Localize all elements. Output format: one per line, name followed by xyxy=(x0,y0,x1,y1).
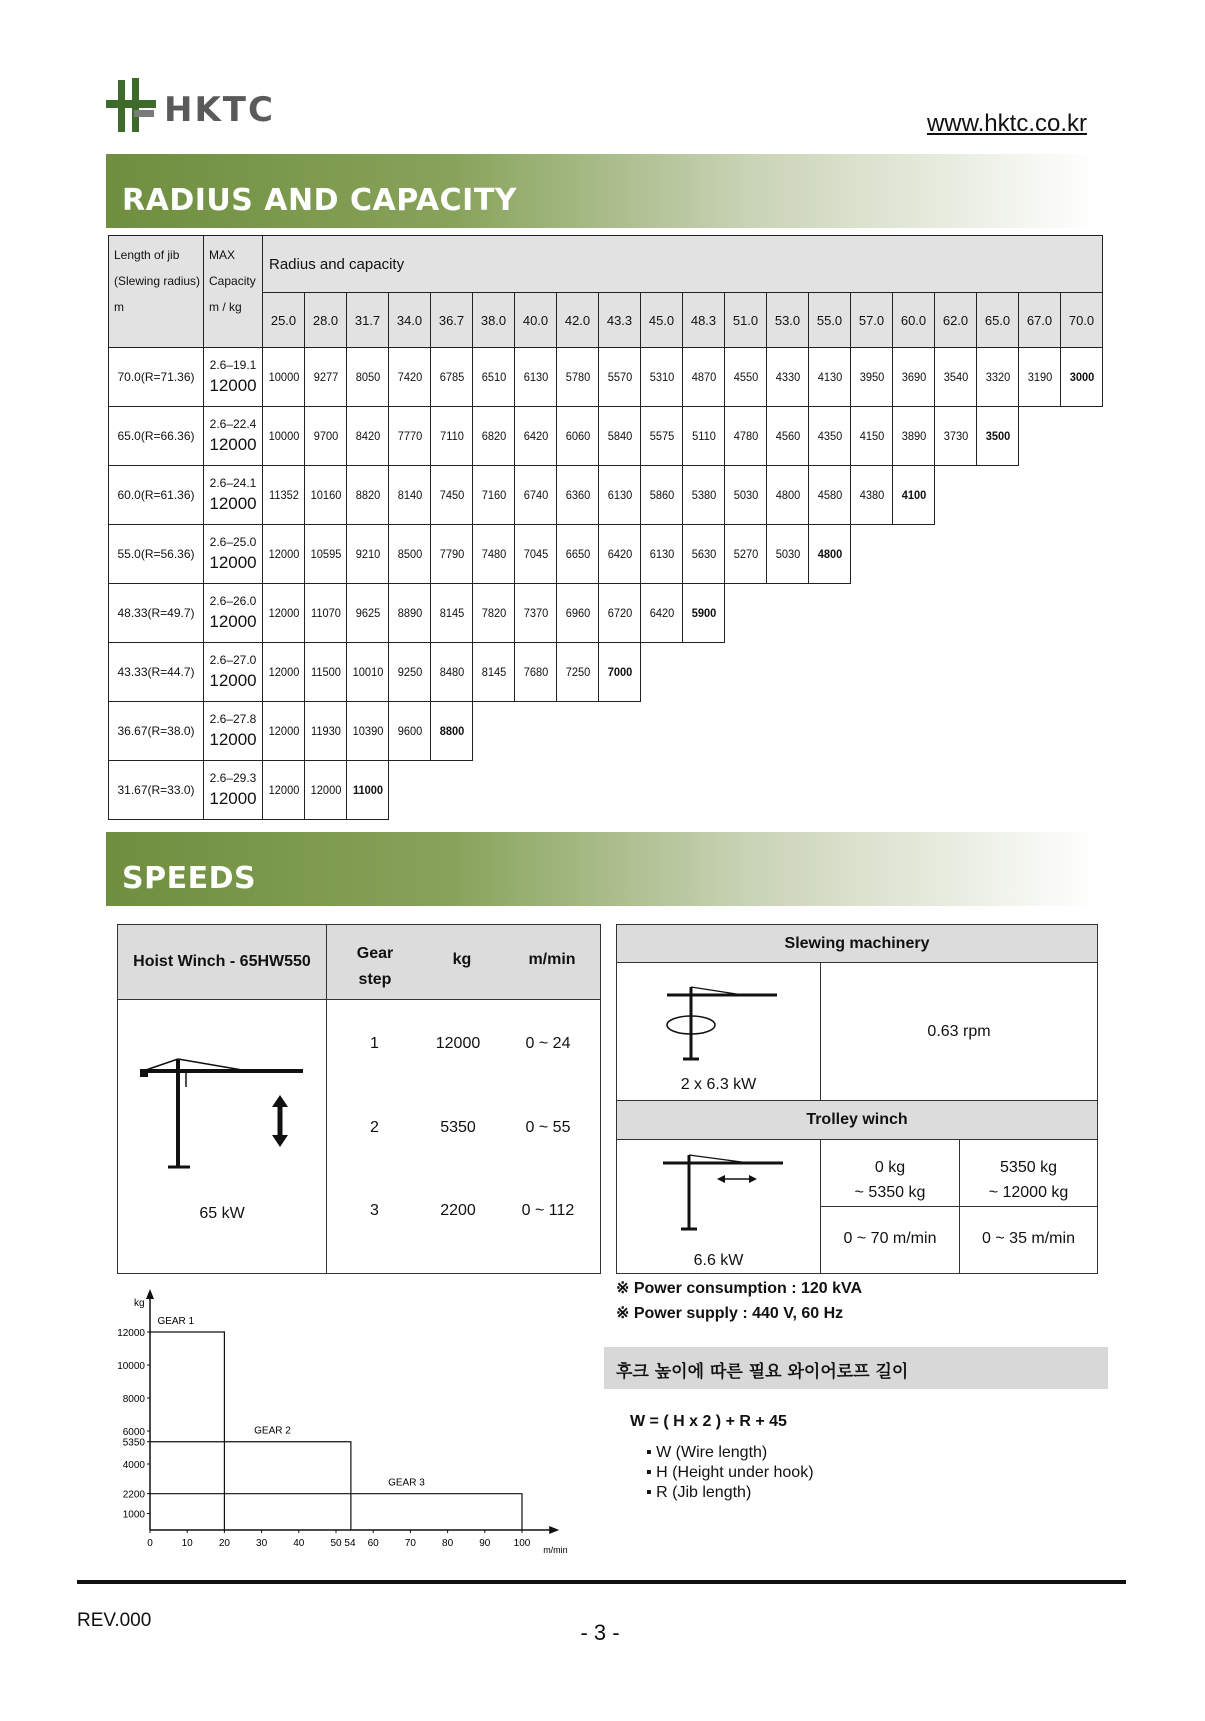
capacity-cell: 4130 xyxy=(810,348,849,407)
capacity-cell: 5110 xyxy=(684,407,723,466)
capacity-cell: 7160 xyxy=(474,466,513,525)
max-capacity-cell: 2.6–25.0 12000 xyxy=(204,525,263,584)
gear-step-header: Gear step xyxy=(356,945,394,988)
radius-header-cell: 57.0 xyxy=(851,293,893,348)
empty-cell xyxy=(431,761,473,820)
series-label: GEAR 2 xyxy=(254,1425,291,1437)
empty-cell xyxy=(515,702,557,761)
capacity-cell: 8140 xyxy=(390,466,429,525)
series-label: GEAR 3 xyxy=(388,1477,425,1489)
radius-header-cell: 36.7 xyxy=(431,293,473,348)
capacity-cell: 3690 xyxy=(894,348,933,407)
empty-cell xyxy=(725,761,767,820)
capacity-cell: 3000 xyxy=(1062,348,1101,407)
revision-label: REV.000 xyxy=(77,1610,152,1631)
capacity-cell: 5570 xyxy=(600,348,639,407)
slewing-trolley-panel xyxy=(616,924,1098,1274)
table-row xyxy=(109,466,1103,525)
trolley-power: 6.6 kW xyxy=(693,1252,744,1269)
capacity-cell: 6420 xyxy=(600,525,639,584)
capacity-cell: 7250 xyxy=(558,643,597,702)
y-tick-label: 4000 xyxy=(122,1460,145,1471)
capacity-cell: 12000 xyxy=(264,761,303,820)
empty-cell xyxy=(1061,761,1103,820)
radius-header-cell: 53.0 xyxy=(767,293,809,348)
legend-h: ▪ H (Height under hook) xyxy=(646,1464,814,1481)
empty-cell xyxy=(977,702,1019,761)
empty-cell xyxy=(1019,584,1061,643)
max-capacity-cell: 2.6–24.1 12000 xyxy=(204,466,263,525)
radius-header-cell: 40.0 xyxy=(515,293,557,348)
y-tick-label: 8000 xyxy=(122,1394,145,1405)
table-row xyxy=(109,348,1103,407)
capacity-cell: 11352 xyxy=(264,466,303,525)
empty-cell xyxy=(935,584,977,643)
empty-cell xyxy=(683,702,725,761)
capacity-cell: 7420 xyxy=(390,348,429,407)
capacity-cell: 4330 xyxy=(768,348,807,407)
empty-cell xyxy=(599,761,641,820)
empty-cell xyxy=(1019,761,1061,820)
radius-header-cell: 67.0 xyxy=(1019,293,1061,348)
y-tick-label: 2200 xyxy=(122,1489,145,1501)
table-row xyxy=(109,643,1103,702)
capacity-cell: 8145 xyxy=(474,643,513,702)
x-tick-label: 10 xyxy=(181,1538,193,1549)
jib-length-cell: 55.0(R=56.36) xyxy=(109,525,204,584)
hktc-logo xyxy=(104,78,294,138)
empty-cell xyxy=(893,525,935,584)
hoist-kg-cell: 12000 xyxy=(435,1035,481,1052)
empty-cell xyxy=(1019,466,1061,525)
capacity-cell: 9250 xyxy=(390,643,429,702)
trolley-load-range-2: 5350 kg ~ 12000 kg xyxy=(988,1159,1069,1201)
capacity-cell: 7110 xyxy=(432,407,471,466)
y-axis-arrow xyxy=(146,1289,154,1299)
jib-length-cell: 60.0(R=61.36) xyxy=(109,466,204,525)
empty-cell xyxy=(683,761,725,820)
capacity-cell: 6420 xyxy=(516,407,555,466)
capacity-cell: 6130 xyxy=(516,348,555,407)
radius-header-cell: 28.0 xyxy=(305,293,347,348)
crane-logo-icon xyxy=(104,78,164,138)
capacity-cell: 4870 xyxy=(684,348,723,407)
hoist-gear-cell: 2 xyxy=(370,1119,379,1136)
x-tick-label: 40 xyxy=(293,1538,305,1549)
capacity-cell: 6420 xyxy=(642,584,681,643)
empty-cell xyxy=(1061,702,1103,761)
empty-cell xyxy=(893,584,935,643)
slewing-title: Slewing machinery xyxy=(617,925,1097,963)
table-row xyxy=(109,702,1103,761)
empty-cell xyxy=(977,466,1019,525)
empty-cell xyxy=(851,584,893,643)
capacity-cell: 3540 xyxy=(936,348,975,407)
capacity-cell: 12000 xyxy=(264,643,303,702)
x-tick-label: 30 xyxy=(256,1538,268,1549)
capacity-cell: 10000 xyxy=(264,407,303,466)
gear-line xyxy=(150,1494,522,1530)
jib-length-cell: 43.33(R=44.7) xyxy=(109,643,204,702)
empty-cell xyxy=(1061,643,1103,702)
capacity-cell: 11070 xyxy=(306,584,345,643)
capacity-cell: 7045 xyxy=(516,525,555,584)
series-label: GEAR 1 xyxy=(157,1316,195,1327)
empty-cell xyxy=(557,702,599,761)
capacity-cell: 5575 xyxy=(642,407,681,466)
radius-header-cell: 70.0 xyxy=(1061,293,1103,348)
y-tick-label: 10000 xyxy=(117,1361,145,1372)
wire-rope-length-title: 후크 높이에 따른 필요 와이어로프 길이 xyxy=(616,1362,909,1382)
empty-cell xyxy=(977,761,1019,820)
hoist-speed-cell: 0 ~ 24 xyxy=(525,1035,571,1052)
jib-length-cell: 36.67(R=38.0) xyxy=(109,702,204,761)
capacity-cell: 10390 xyxy=(348,702,387,761)
empty-cell xyxy=(767,584,809,643)
capacity-cell: 9600 xyxy=(390,702,429,761)
capacity-cell: 4560 xyxy=(768,407,807,466)
hoist-winch-panel xyxy=(117,924,601,1274)
radius-header-cell: 62.0 xyxy=(935,293,977,348)
capacity-cell: 4380 xyxy=(852,466,891,525)
empty-cell xyxy=(641,643,683,702)
capacity-cell: 11930 xyxy=(306,702,345,761)
wire-rope-length-bar xyxy=(604,1347,1108,1389)
capacity-cell: 8890 xyxy=(390,584,429,643)
jib-length-cell: 48.33(R=49.7) xyxy=(109,584,204,643)
empty-cell xyxy=(809,761,851,820)
capacity-cell: 11500 xyxy=(306,643,345,702)
radius-header-cell: 34.0 xyxy=(389,293,431,348)
legend-w: ▪ W (Wire length) xyxy=(646,1444,768,1461)
capacity-cell: 5030 xyxy=(768,525,807,584)
empty-cell xyxy=(851,643,893,702)
capacity-cell: 7790 xyxy=(432,525,471,584)
empty-cell xyxy=(809,702,851,761)
capacity-cell: 6130 xyxy=(600,466,639,525)
radius-header-cell: 43.3 xyxy=(599,293,641,348)
empty-cell xyxy=(1019,643,1061,702)
empty-cell xyxy=(893,702,935,761)
hoist-gear-cell: 1 xyxy=(370,1035,379,1052)
capacity-cell: 4350 xyxy=(810,407,849,466)
empty-cell xyxy=(851,761,893,820)
max-capacity-cell: 2.6–19.1 12000 xyxy=(204,348,263,407)
capacity-cell: 7370 xyxy=(516,584,555,643)
capacity-cell: 4550 xyxy=(726,348,765,407)
capacity-cell: 12000 xyxy=(306,761,345,820)
hoist-speed-cell: 0 ~ 55 xyxy=(525,1119,571,1136)
capacity-cell: 7680 xyxy=(516,643,555,702)
max-capacity-cell: 2.6–27.8 12000 xyxy=(204,702,263,761)
capacity-cell: 6060 xyxy=(558,407,597,466)
y-tick-label: 12000 xyxy=(117,1328,145,1339)
gear-line xyxy=(150,1442,351,1530)
empty-cell xyxy=(767,761,809,820)
power-supply-note: ※ Power supply : 440 V, 60 Hz xyxy=(616,1305,844,1322)
capacity-cell: 8050 xyxy=(348,348,387,407)
formula-legend xyxy=(646,1443,814,1503)
capacity-cell: 4800 xyxy=(768,466,807,525)
empty-cell xyxy=(473,761,515,820)
capacity-cell: 6360 xyxy=(558,466,597,525)
max-capacity-cell: 2.6–22.4 12000 xyxy=(204,407,263,466)
radius-header-cell: 38.0 xyxy=(473,293,515,348)
empty-cell xyxy=(935,761,977,820)
empty-cell xyxy=(599,702,641,761)
empty-cell xyxy=(977,525,1019,584)
page-number: - 3 - xyxy=(580,1620,620,1645)
empty-cell xyxy=(767,643,809,702)
capacity-cell: 7770 xyxy=(390,407,429,466)
empty-cell xyxy=(809,584,851,643)
empty-cell xyxy=(935,643,977,702)
capacity-cell: 5900 xyxy=(684,584,723,643)
website-link[interactable]: www.hktc.co.kr xyxy=(926,110,1087,137)
capacity-cell: 9700 xyxy=(306,407,345,466)
brand-name: HKTC xyxy=(164,90,275,130)
empty-cell xyxy=(557,761,599,820)
trolley-title: Trolley winch xyxy=(617,1101,1097,1140)
empty-cell xyxy=(725,584,767,643)
empty-cell xyxy=(515,761,557,820)
hoist-power: 65 kW xyxy=(199,1205,245,1222)
capacity-cell: 7480 xyxy=(474,525,513,584)
empty-cell xyxy=(389,761,431,820)
capacity-cell: 7000 xyxy=(600,643,639,702)
capacity-cell: 6650 xyxy=(558,525,597,584)
max-capacity-header: MAX Capacity m / kg xyxy=(204,236,263,348)
radius-capacity-group-header: Radius and capacity xyxy=(263,236,1103,293)
radius-header-cell: 25.0 xyxy=(263,293,305,348)
vertical-arrow-icon xyxy=(268,1095,292,1147)
gear-line xyxy=(150,1332,224,1530)
capacity-cell: 9625 xyxy=(348,584,387,643)
capacity-cell: 6720 xyxy=(600,584,639,643)
y-axis-label: kg xyxy=(134,1298,145,1309)
slewing-power: 2 x 6.3 kW xyxy=(680,1076,757,1093)
table-row xyxy=(109,407,1103,466)
capacity-cell: 6130 xyxy=(642,525,681,584)
hoist-title: Hoist Winch - 65HW550 xyxy=(118,925,327,1000)
empty-cell xyxy=(1019,407,1061,466)
capacity-cell: 8420 xyxy=(348,407,387,466)
empty-cell xyxy=(1019,702,1061,761)
capacity-cell: 4150 xyxy=(852,407,891,466)
empty-cell xyxy=(767,702,809,761)
hoist-speed-cell: 0 ~ 112 xyxy=(521,1202,575,1219)
capacity-cell: 3320 xyxy=(978,348,1017,407)
empty-cell xyxy=(1061,466,1103,525)
capacity-cell: 5780 xyxy=(558,348,597,407)
capacity-cell: 5840 xyxy=(600,407,639,466)
capacity-cell: 3500 xyxy=(978,407,1017,466)
radius-header-cell: 42.0 xyxy=(557,293,599,348)
radius-header-cell: 45.0 xyxy=(641,293,683,348)
capacity-cell: 5860 xyxy=(642,466,681,525)
radius-capacity-table xyxy=(108,235,1103,820)
radius-header-cell: 65.0 xyxy=(977,293,1019,348)
x-tick-label: 70 xyxy=(404,1538,416,1549)
hoist-kg-cell: 2200 xyxy=(440,1202,476,1219)
radius-header-cell: 51.0 xyxy=(725,293,767,348)
capacity-cell: 8500 xyxy=(390,525,429,584)
power-consumption-note: ※ Power consumption : 120 kVA xyxy=(616,1280,863,1297)
empty-cell xyxy=(809,643,851,702)
radius-header-cell: 31.7 xyxy=(347,293,389,348)
table-row xyxy=(109,525,1103,584)
gear-speed-chart xyxy=(110,1285,590,1555)
capacity-cell: 4100 xyxy=(894,466,933,525)
x-tick-label: 90 xyxy=(479,1538,491,1549)
capacity-cell: 10595 xyxy=(306,525,345,584)
empty-cell xyxy=(935,525,977,584)
x-tick-label: 20 xyxy=(218,1538,230,1549)
max-capacity-cell: 2.6–27.0 12000 xyxy=(204,643,263,702)
capacity-cell: 5380 xyxy=(684,466,723,525)
jib-length-cell: 70.0(R=71.36) xyxy=(109,348,204,407)
empty-cell xyxy=(851,525,893,584)
radius-header-cell: 55.0 xyxy=(809,293,851,348)
capacity-cell: 8800 xyxy=(432,702,471,761)
trolley-speed-2: 0 ~ 35 m/min xyxy=(982,1230,1075,1247)
capacity-cell: 3950 xyxy=(852,348,891,407)
capacity-cell: 6740 xyxy=(516,466,555,525)
empty-cell xyxy=(473,702,515,761)
slewing-speed: 0.63 rpm xyxy=(927,1023,991,1040)
section-title: SPEEDS xyxy=(122,861,257,896)
x-tick-label: 80 xyxy=(442,1538,454,1549)
capacity-cell: 8480 xyxy=(432,643,471,702)
trolley-crane-icon xyxy=(659,1153,789,1233)
legend-r: ▪ R (Jib length) xyxy=(646,1484,752,1501)
capacity-cell: 11000 xyxy=(348,761,387,820)
capacity-cell: 8145 xyxy=(432,584,471,643)
section-title: RADIUS AND CAPACITY xyxy=(122,183,518,218)
table-row xyxy=(109,761,1103,820)
y-tick-label: 1000 xyxy=(122,1509,145,1521)
capacity-cell: 9277 xyxy=(306,348,345,407)
empty-cell xyxy=(725,643,767,702)
empty-cell xyxy=(683,643,725,702)
capacity-cell: 12000 xyxy=(264,525,303,584)
capacity-cell: 5270 xyxy=(726,525,765,584)
capacity-cell: 10010 xyxy=(348,643,387,702)
capacity-cell: 6785 xyxy=(432,348,471,407)
capacity-cell: 12000 xyxy=(264,584,303,643)
x-tick-label: 100 xyxy=(513,1538,531,1549)
capacity-cell: 10160 xyxy=(306,466,345,525)
capacity-cell: 6510 xyxy=(474,348,513,407)
empty-cell xyxy=(1061,584,1103,643)
jib-length-cell: 31.67(R=33.0) xyxy=(109,761,204,820)
capacity-cell: 5030 xyxy=(726,466,765,525)
empty-cell xyxy=(935,466,977,525)
empty-cell xyxy=(1019,525,1061,584)
capacity-cell: 3190 xyxy=(1020,348,1059,407)
capacity-cell: 8820 xyxy=(348,466,387,525)
trolley-load-range-1: 0 kg ~ 5350 kg xyxy=(854,1159,926,1201)
empty-cell xyxy=(725,702,767,761)
capacity-cell: 4780 xyxy=(726,407,765,466)
x-tick-label: 50 54 xyxy=(330,1538,356,1549)
empty-cell xyxy=(851,702,893,761)
empty-cell xyxy=(893,643,935,702)
slewing-crane-icon xyxy=(663,985,783,1065)
x-axis-arrow xyxy=(549,1526,559,1534)
radius-header-cell: 60.0 xyxy=(893,293,935,348)
capacity-cell: 3890 xyxy=(894,407,933,466)
capacity-cell: 6960 xyxy=(558,584,597,643)
empty-cell xyxy=(977,584,1019,643)
capacity-cell: 9210 xyxy=(348,525,387,584)
jib-length-header: Length of jib (Slewing radius) m xyxy=(109,236,204,348)
capacity-cell: 4800 xyxy=(810,525,849,584)
capacity-cell: 5310 xyxy=(642,348,681,407)
y-tick-label: 5350 xyxy=(122,1437,145,1449)
radius-capacity-banner xyxy=(106,154,1096,228)
hoist-kg-cell: 5350 xyxy=(440,1119,476,1136)
max-capacity-cell: 2.6–29.3 12000 xyxy=(204,761,263,820)
trolley-speed-1: 0 ~ 70 m/min xyxy=(843,1230,937,1247)
speeds-banner xyxy=(106,832,1096,906)
hoist-gear-cell: 3 xyxy=(370,1202,379,1219)
capacity-cell: 3730 xyxy=(936,407,975,466)
capacity-cell: 4580 xyxy=(810,466,849,525)
y-tick-label: 6000 xyxy=(122,1427,145,1438)
wire-length-formula: W = ( H x 2 ) + R + 45 xyxy=(630,1413,787,1430)
empty-cell xyxy=(1061,407,1103,466)
empty-cell xyxy=(935,702,977,761)
capacity-cell: 12000 xyxy=(264,702,303,761)
kg-header: kg xyxy=(452,951,472,968)
empty-cell xyxy=(893,761,935,820)
empty-cell xyxy=(1061,525,1103,584)
capacity-cell: 5630 xyxy=(684,525,723,584)
empty-cell xyxy=(641,761,683,820)
radius-header-cell: 48.3 xyxy=(683,293,725,348)
capacity-cell: 6820 xyxy=(474,407,513,466)
x-tick-label: 60 xyxy=(367,1538,379,1549)
capacity-cell: 7820 xyxy=(474,584,513,643)
x-axis-label: m/min xyxy=(543,1545,568,1555)
jib-length-cell: 65.0(R=66.36) xyxy=(109,407,204,466)
empty-cell xyxy=(641,702,683,761)
capacity-cell: 7450 xyxy=(432,466,471,525)
x-tick-label: 0 xyxy=(147,1538,153,1549)
speed-header: m/min xyxy=(528,951,576,968)
footer-rule xyxy=(77,1580,1126,1584)
empty-cell xyxy=(977,643,1019,702)
table-row xyxy=(109,584,1103,643)
capacity-cell: 10000 xyxy=(264,348,303,407)
max-capacity-cell: 2.6–26.0 12000 xyxy=(204,584,263,643)
